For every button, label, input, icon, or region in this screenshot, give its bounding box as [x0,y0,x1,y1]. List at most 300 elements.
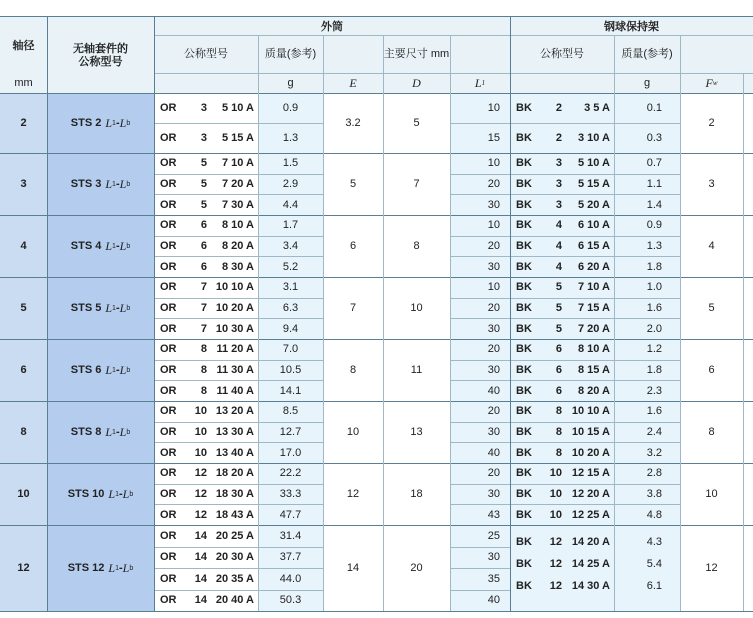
cage-model-code [516,153,610,174]
outer-model-code [160,339,254,360]
cage-bore: 4 [555,219,562,232]
header-shaft-unit: mm [14,77,33,89]
cage-fw-value: 8 [708,426,715,438]
set-suffix-lb-sub: b [126,242,131,250]
cage-prefix: BK [516,536,532,548]
edge-bg [743,277,753,339]
cage-prefix: BK [516,177,532,190]
outer-mass-value: 37.7 [279,551,302,564]
outer-mass-value: 2.9 [282,177,299,190]
cage-prefix: BK [516,580,532,592]
set-suffix-l1-sub: 1 [112,304,116,312]
row-divider [510,380,680,381]
row-divider [154,123,323,124]
shaft-value: 3 [20,178,27,190]
outer-prefix: OR [160,467,177,480]
outer-l1-value: 43 [487,508,500,521]
cage-size: 14 25 A [571,558,610,570]
set-suffix-l1-sub: 1 [112,119,116,127]
cage-prefix: BK [516,446,532,459]
cage-model-code [516,215,610,236]
cage-model-code [516,575,610,597]
row-divider [450,298,510,299]
edge-bg [743,463,753,525]
set-code: STS 3 [70,178,102,190]
outer-bore: 10 [194,425,207,438]
set-suffix-dash: - [115,117,120,129]
row-divider [0,93,753,94]
set-suffix-l1: L [105,362,113,377]
cage-fw-value: 5 [708,302,715,314]
set-suffix-lb-sub: b [129,490,134,498]
header-cage-mass-unit: g [643,77,651,89]
outer-mass-value: 33.3 [279,487,302,500]
row-divider [154,360,323,361]
cage-fw-value: 12 [705,562,718,574]
set-suffix-l1: L [105,176,113,191]
outer-size: 10 10 A [215,281,254,294]
cage-size: 8 15 A [577,363,610,376]
column-divider [743,73,744,611]
set-suffix-lb: L [119,300,127,315]
outer-bore: 3 [200,132,207,144]
cage-prefix: BK [516,508,532,521]
row-divider [154,568,323,569]
cage-prefix: BK [516,384,532,397]
outer-size: 13 40 A [215,446,254,459]
set-name [47,153,154,215]
outer-model-code [160,256,254,277]
outer-model-code [160,504,254,525]
cage-model-code [516,339,610,360]
set-suffix-lb-sub: b [126,428,131,436]
column-divider [47,16,48,611]
outer-mass-value: 1.7 [282,219,299,232]
header-cage: 钢球保持架 [604,20,659,33]
outer-bore: 5 [200,198,207,211]
cage-size: 5 15 A [577,177,610,190]
header-cage-f [680,73,743,93]
outer-bore: 7 [200,281,207,294]
row-divider [510,442,680,443]
outer-size: 5 15 A [221,132,254,144]
dim-d-value: 18 [410,488,423,500]
column-divider [510,16,511,611]
outer-mass-value: 44.0 [279,572,302,585]
cage-bore: 10 [549,467,562,480]
outer-model-code [160,463,254,484]
outer-l1-value: 20 [487,467,500,480]
set-suffix-lb: L [119,176,127,191]
outer-bore: 8 [200,343,207,356]
edge-bg [743,153,753,215]
outer-bore: 12 [194,487,207,500]
cage-bore: 2 [555,132,562,144]
outer-model-code [160,360,254,381]
cage-mass-value: 5.4 [646,558,662,570]
outer-bore: 6 [200,260,207,273]
row-divider [0,277,753,278]
cage-bore: 6 [555,363,562,376]
cage-size: 5 10 A [577,157,610,170]
row-divider [510,422,680,423]
row-divider [0,339,753,340]
cage-mass-value: 4.3 [646,536,662,548]
outer-model-code [160,93,254,123]
outer-l1-value: 10 [487,102,500,114]
column-divider [258,35,259,611]
outer-mass-value: 9.4 [282,322,299,335]
outer-mass-value: 10.5 [279,363,302,376]
set-code: STS 5 [70,302,102,314]
cage-mass-value: 1.2 [646,343,662,356]
cage-prefix: BK [516,487,532,500]
row-divider [154,380,323,381]
outer-model-code [160,318,254,339]
dim-e-value: 7 [349,302,357,314]
cage-mass-value: 2.8 [646,467,662,480]
cage-mass-value: 6.1 [646,580,662,592]
outer-mass-value: 47.7 [279,508,302,521]
outer-model-code [160,590,254,612]
cage-model-code [516,318,610,339]
set-suffix-l1-sub: 1 [112,180,116,188]
row-divider [154,484,323,485]
edge-bg [743,525,753,611]
cage-model-code [516,531,610,553]
set-name [47,525,154,611]
row-divider [450,256,510,257]
edge-bg [743,215,753,277]
cage-size: 3 10 A [577,132,610,144]
set-suffix-l1: L [108,560,116,575]
header-dim-d: D [412,75,421,90]
outer-size: 8 30 A [221,260,254,273]
outer-prefix: OR [160,446,177,459]
cage-bore: 5 [555,301,562,314]
row-divider [510,504,680,505]
cage-mass-value: 3.8 [646,487,662,500]
cage-size: 12 25 A [571,508,610,521]
cage-size: 10 15 A [571,425,610,438]
row-divider [450,123,510,124]
row-divider [450,568,510,569]
outer-l1-value: 10 [487,219,500,232]
cage-size: 8 10 A [577,343,610,356]
outer-l1-value: 20 [487,239,500,252]
column-divider [383,35,384,611]
dim-d-value: 10 [410,302,423,314]
outer-prefix: OR [160,260,177,273]
dim-l-subscript: 1 [481,79,486,87]
outer-mass-value: 14.1 [279,384,302,397]
dim-e-value: 3.2 [345,117,361,129]
row-divider [154,442,323,443]
outer-l1-value: 25 [487,529,500,542]
cage-bore: 5 [555,281,562,294]
outer-mass-value: 1.5 [282,157,299,170]
header-dim-l [450,73,510,93]
set-name [47,93,154,153]
dim-d-value: 8 [413,240,420,252]
header-main-dims: 主要尺寸 mm [383,48,450,60]
cage-model-code [516,123,610,153]
outer-bore: 7 [200,301,207,314]
cage-f-letter: F [705,75,713,90]
cage-model-code [516,504,610,525]
row-divider [0,463,753,464]
outer-prefix: OR [160,177,177,190]
outer-size: 18 30 A [215,487,254,500]
cage-bore: 6 [555,384,562,397]
header-set-line2: 公称型号 [78,56,123,67]
row-divider [510,123,680,124]
cage-prefix: BK [516,260,532,273]
edge-bg [743,93,753,153]
cage-prefix: BK [516,219,532,232]
set-suffix-lb: L [122,560,130,575]
cage-mass-value: 2.4 [646,425,662,438]
cage-prefix: BK [516,301,532,314]
header-outer-tube: 外筒 [321,20,343,33]
row-divider [154,590,323,591]
outer-mass-value: 17.0 [279,446,302,459]
outer-bore: 7 [200,322,207,335]
cage-bore: 3 [555,157,562,170]
cage-mass-value: 2.0 [646,322,662,335]
cage-model-code [516,442,610,463]
outer-bore: 8 [200,384,207,397]
set-suffix-dash: - [115,178,120,190]
outer-bore: 5 [200,157,207,170]
outer-l1-value: 10 [487,157,500,170]
shaft-value: 10 [17,488,30,500]
row-divider [0,16,753,17]
column-divider [154,16,155,611]
outer-prefix: OR [160,322,177,335]
cage-size: 10 10 A [571,405,610,418]
outer-l1-value: 30 [487,425,500,438]
cage-bore: 12 [549,580,562,592]
set-suffix-l1-sub: 1 [112,428,116,436]
cage-prefix: BK [516,102,532,114]
cage-bore: 8 [555,425,562,438]
header-outer-mass-unit: g [287,77,294,89]
set-suffix-l1: L [105,300,113,315]
shaft-value: 5 [20,302,27,314]
outer-model-code [160,484,254,505]
row-divider [510,194,680,195]
set-suffix-l1: L [105,238,113,253]
set-code: STS 4 [70,240,102,252]
outer-size: 20 30 A [215,551,254,564]
cage-size: 7 15 A [577,301,610,314]
cage-mass-value: 0.1 [646,102,662,114]
row-divider [0,525,753,526]
edge-bg [743,339,753,401]
outer-model-code [160,568,254,590]
cage-bore: 4 [555,260,562,273]
row-divider [450,194,510,195]
outer-mass-value: 0.9 [282,102,299,114]
outer-mass-value: 50.3 [279,594,302,607]
cage-mass-value: 1.8 [646,260,662,273]
dim-e-value: 10 [346,426,360,438]
column-divider [614,35,615,611]
outer-prefix: OR [160,157,177,170]
outer-mass-value: 6.3 [282,301,299,314]
outer-size: 10 20 A [215,301,254,314]
row-divider [154,318,323,319]
cage-fw-value: 4 [708,240,715,252]
cage-prefix: BK [516,132,532,144]
outer-mass-value: 31.4 [279,529,302,542]
cage-bore: 3 [555,177,562,190]
set-code: STS 12 [67,562,105,574]
cage-bore: 4 [555,239,562,252]
header-outer-mass: 质量(参考) [264,48,317,60]
cage-model-code [516,360,610,381]
outer-size: 7 10 A [221,157,254,170]
cage-size: 12 15 A [571,467,610,480]
row-divider [154,174,323,175]
cage-size: 3 5 A [584,102,610,114]
row-divider [154,504,323,505]
row-divider [450,504,510,505]
set-suffix-dash: - [115,364,120,376]
outer-model-code [160,174,254,195]
row-divider [154,256,323,257]
cage-prefix: BK [516,157,532,170]
cage-model-code [516,553,610,575]
row-divider [450,318,510,319]
cage-fw-value: 10 [705,488,718,500]
set-suffix-dash: - [115,240,120,252]
cage-prefix: BK [516,198,532,211]
outer-mass-value: 3.4 [282,239,299,252]
row-divider [450,380,510,381]
cage-size: 8 20 A [577,384,610,397]
outer-prefix: OR [160,239,177,252]
outer-model-code [160,422,254,443]
outer-prefix: OR [160,301,177,314]
cage-mass-value: 1.1 [646,177,662,190]
header-cage-model: 公称型号 [540,48,584,60]
outer-size: 13 20 A [215,405,254,418]
outer-l1-value: 30 [487,260,500,273]
set-code: STS 6 [70,364,102,376]
set-suffix-l1-sub: 1 [115,490,119,498]
cage-fw-value: 3 [708,178,715,190]
header-dim-e: E [349,75,357,90]
outer-l1-value: 30 [487,487,500,500]
outer-bore: 12 [194,508,207,521]
cage-bore: 3 [555,198,562,211]
cage-mass-value: 1.6 [646,301,662,314]
row-divider [0,215,753,216]
outer-mass-value: 8.5 [282,405,299,418]
shaft-value: 4 [20,240,27,252]
cage-model-code [516,298,610,319]
cage-mass-value: 2.3 [646,384,662,397]
cage-size: 14 20 A [571,536,610,548]
outer-size: 20 40 A [215,594,254,607]
outer-model-code [160,153,254,174]
cage-bore: 5 [555,322,562,335]
cage-size: 6 15 A [577,239,610,252]
cage-model-code [516,484,610,505]
set-name [47,463,154,525]
outer-model-code [160,525,254,547]
cage-mass-value: 1.4 [646,198,662,211]
cage-mass-value: 1.6 [646,405,662,418]
cage-prefix: BK [516,467,532,480]
cage-bore: 10 [549,508,562,521]
set-suffix-lb: L [119,424,127,439]
cage-model-code [516,194,610,215]
cage-model-code [516,463,610,484]
outer-prefix: OR [160,508,177,521]
cage-prefix: BK [516,281,532,294]
header-set-line1: 无轴套件的 [73,43,128,54]
row-divider [450,484,510,485]
cage-bore: 12 [549,536,562,548]
set-code: STS 2 [70,117,102,129]
outer-l1-value: 20 [487,405,500,418]
cage-mass-value: 1.0 [646,281,662,294]
shaft-value: 8 [20,426,27,438]
cage-prefix: BK [516,405,532,418]
set-suffix-l1: L [108,486,116,501]
set-suffix-lb: L [119,238,127,253]
cage-size: 7 20 A [577,322,610,335]
cage-prefix: BK [516,343,532,356]
cage-size: 6 20 A [577,260,610,273]
set-suffix-l1-sub: 1 [112,366,116,374]
cage-size: 7 10 A [577,281,610,294]
outer-mass-value: 1.3 [282,132,299,144]
outer-model-code [160,236,254,257]
outer-model-code [160,277,254,298]
column-divider [323,35,324,611]
row-divider [450,422,510,423]
outer-model-code [160,442,254,463]
cage-bore: 8 [555,405,562,418]
outer-size: 18 43 A [215,508,254,521]
row-divider [510,360,680,361]
outer-bore: 6 [200,219,207,232]
outer-prefix: OR [160,572,177,585]
outer-size: 11 30 A [216,363,254,376]
cage-mass-value: 1.3 [646,239,662,252]
outer-bore: 10 [194,405,207,418]
row-divider [510,484,680,485]
set-suffix-lb: L [122,486,130,501]
outer-size: 20 35 A [215,572,254,585]
outer-bore: 14 [194,594,207,607]
set-suffix-dash: - [115,426,120,438]
set-name [47,339,154,401]
cage-size: 6 10 A [577,219,610,232]
outer-l1-value: 40 [487,594,500,607]
outer-size: 8 20 A [221,239,254,252]
dim-e-value: 6 [349,240,357,252]
cage-fw-value: 6 [708,364,715,376]
outer-bore: 10 [194,446,207,459]
outer-model-code [160,380,254,401]
row-divider [510,236,680,237]
outer-mass-value: 12.7 [279,425,302,438]
